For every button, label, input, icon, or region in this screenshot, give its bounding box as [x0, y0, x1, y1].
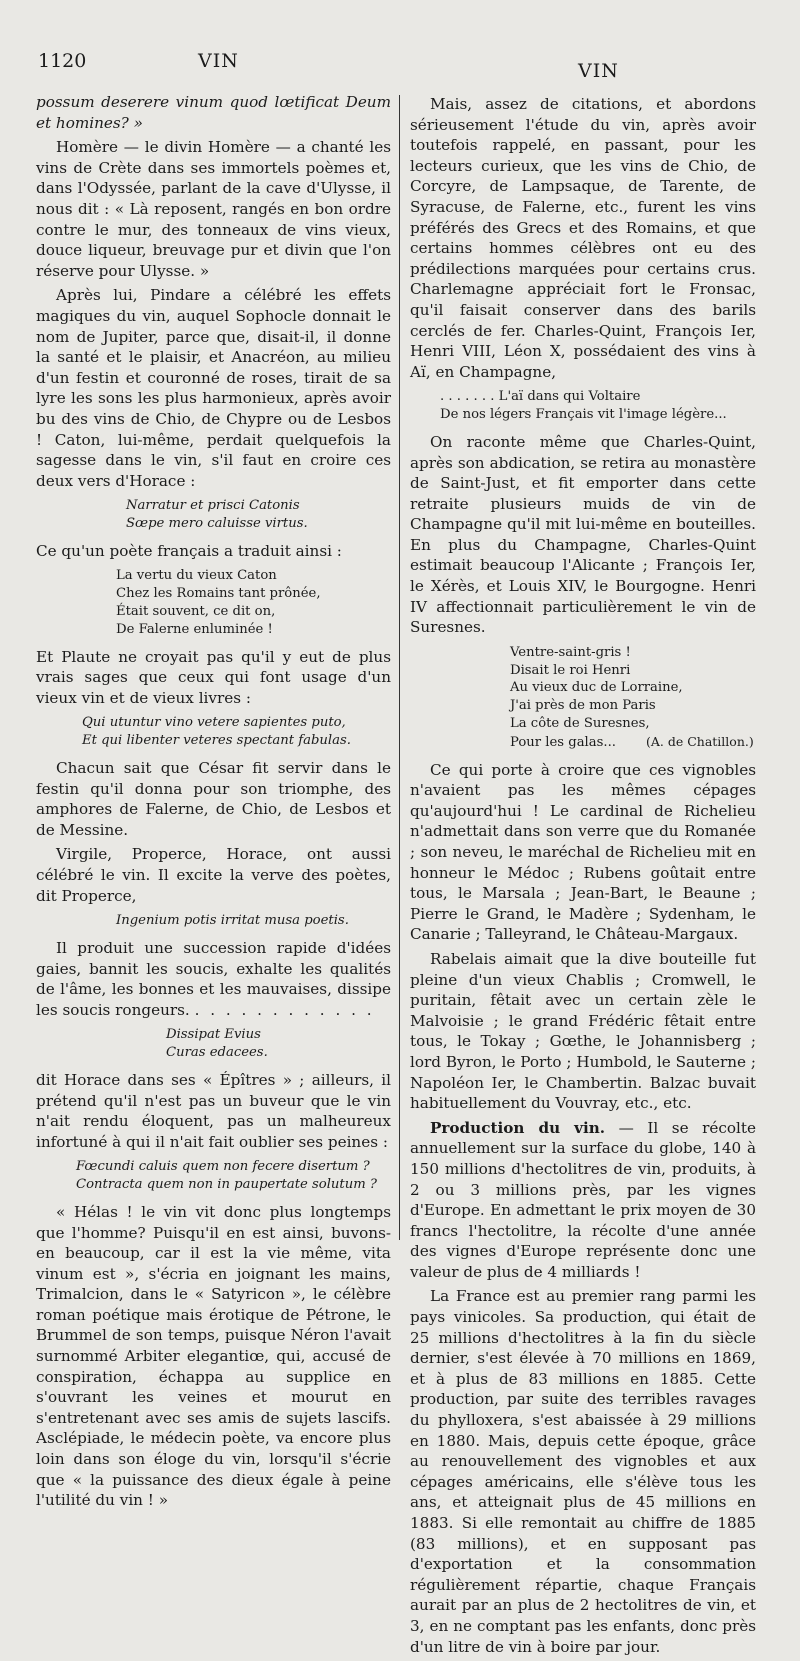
paragraph-text: — Il se récolte annuellement sur la surface du globe, 140 à 150 millions d'hectolitres de vin, produits, à 2 ou 3 millions près, par les vignes d'Europe. En admettant le prix moyen de 30 francs l'hectolitre, la récolte d'une année des vignes d'Europe représente donc une valeur de plus de 4 milliards !: [410, 1118, 757, 1281]
verse-line: De Falerne enluminée !: [116, 621, 273, 637]
paragraph: Et Plaute ne croyait pas qu'il y eut de plus vrais sages que ceux qui font usage d'un vieux vin et de vieux livres :: [36, 647, 391, 707]
verse-line: . . . . . . . L'aï dans qui Voltaire: [440, 389, 641, 405]
quote-line: Sœpe mero caluisse virtus.: [126, 516, 308, 532]
latin-quote: [82, 714, 391, 750]
latin-quote: [126, 497, 391, 533]
quote-line: Curas edacees.: [166, 1045, 268, 1061]
quote-line: Et qui libenter veteres spectant fabulas.: [82, 733, 351, 749]
latin-quote: [76, 1158, 391, 1194]
verse-line: La côte de Suresnes,: [510, 716, 650, 732]
verse-line: J'ai près de mon Paris: [510, 698, 656, 714]
quote-line: Fœcundi caluis quem non fecere disertum ?: [76, 1159, 370, 1175]
paragraph: « Hélas ! le vin vit donc plus longtemps que l'homme? Puisqu'il en est ainsi, buvons-en beaucoup, car il est la vie même, vita vinum est », s'écria en joignant les mains, Trimalcion, dans le « Satyricon », le célèbre roman poétique mais érotique de Pétrone, le Brummel de son temps, puisque Néron l'avait surnommé Arbiter elegantiœ, qui, accusé de conspiration, échappa au supplice en s'ouvrant les veines et mourut en s'entretenant avec ses amis de sujets lascifs. Asclépiade, le médecin poète, va encore plus loin dans son éloge du vin, lorsqu'il s'écrie que « la puissance des dieux égale à peine l'utilité du vin ! »: [36, 1202, 391, 1510]
french-verse: [440, 388, 756, 424]
latin-quote: [116, 912, 391, 930]
quote-line: Qui utuntur vino vetere sapientes puto,: [82, 715, 346, 731]
verse-line: Disait le roi Henri: [510, 662, 631, 678]
running-head-right: VIN: [578, 60, 619, 82]
verse-line-text: Pour les galas...: [510, 734, 616, 750]
verse-line: De nos légers Français vit l'image légère...: [440, 407, 727, 423]
paragraph: La France est au premier rang parmi les pays vinicoles. Sa production, qui était de 25 millions d'hectolitres à la fin du siècle dernier, s'est élevée à 70 millions en 1869, et à plus de 83 millions en 1885. Cette production, par suite des terribles ravages du phylloxera, s'est abaissée à 29 millions en 1880. Mais, depuis cette époque, grâce au renouvellement des vignobles et aux cépages américains, elle s'élève tous les ans, et atteignait plus de 45 millions en 1883. Si elle remontait au chiffre de 1885 (83 millions), et en supposant pas d'exportation et la consommation régulièrement répartie, chaque Français aurait par an plus de 2 hectolitres de vin, et 3, en ne comptant pas les enfants, donc près d'un litre de vin à boire par jour.: [410, 1287, 756, 1656]
quote-line: Dissipat Evius: [166, 1027, 261, 1043]
paragraph: Virgile, Properce, Horace, ont aussi célébré le vin. Il excite la verve des poètes, dit Properce,: [36, 845, 391, 905]
french-verse: [116, 567, 391, 638]
author-signature: (A. de Chatillon.): [645, 733, 754, 749]
verse-line: Ventre-saint-gris !: [510, 644, 631, 660]
paragraph: [410, 1118, 756, 1283]
verse-line: [510, 733, 756, 752]
paragraph: [36, 938, 391, 1020]
paragraph: dit Horace dans ses « Épîtres » ; ailleurs, il prétend qu'il n'est pas un buveur que le vin n'ait rendu éloquent, pas un malheureux infortuné à qui il n'ait fait oublier ses peines :: [36, 1070, 391, 1151]
quote-line: Ingenium potis irritat musa poetis.: [116, 913, 349, 929]
verse-line: Chez les Romains tant prônée,: [116, 586, 321, 602]
paragraph-text: Il produit une succession rapide d'idées gaies, bannit les soucis, exhalte les qualités de l'âme, les bonnes et les mauvaises, dissipe les soucis rongeurs.: [36, 938, 391, 1019]
verse-line: Au vieux duc de Lorraine,: [510, 680, 683, 696]
verse-line: Était souvent, ce dit on,: [116, 604, 276, 620]
quote-line: Contracta quem non in paupertate solutum ?: [76, 1177, 377, 1193]
paragraph: Ce qu'un poète français a traduit ainsi :: [36, 541, 342, 560]
latin-quote: [166, 1026, 391, 1062]
verse-line: La vertu du vieux Caton: [116, 568, 277, 584]
paragraph: Rabelais aimait que la dive bouteille fut pleine d'un vieux Chablis ; Cromwell, le puritain, fêtait avec un certain zèle le Malvoisie ; le grand Frédéric fêtait entre tous, le Tokay ; Gœthe, le Johannisberg ; lord Byron, le Porto ; Humbold, le Sauterne ; Napoléon Ier, le Chambertin. Balzac buvait habituellement du Vouvray, etc., etc.: [410, 949, 756, 1113]
paragraph: Mais, assez de citations, et abordons sérieusement l'étude du vin, après avoir toutefois rappelé, en passant, pour les lecteurs curieux, que les vins de Chio, de Corcyre, de Lampsaque, de Tarente, de Syracuse, de Falerne, etc., furent les vins préférés des Grecs et des Romains, et que certains hommes célèbres ont eu des prédilections marquées pour certains crus. Charlemagne appréciait fort le Fronsac, qu'il faisait conserver dans des barils cerclés de fer. Charles-Quint, François Ier, Henri VIII, Léon X, possédaient des vins à Aï, en Champagne,: [410, 95, 756, 381]
column-divider: [399, 95, 400, 1240]
ellipsis-dots: . . . . . . . . . . . .: [194, 1000, 375, 1019]
french-verse: [510, 644, 756, 752]
running-head-left: VIN: [198, 50, 239, 72]
paragraph: Après lui, Pindare a célébré les effets magiques du vin, auquel Sophocle donnait le nom de Jupiter, parce que, disait-il, il donne la santé et le plaisir, et Anacréon, au milieu d'un festin et couronné de roses, tirait de sa lyre les sons les plus harmonieux, après avoir bu des vins de Chio, de Chypre ou de Lesbos ! Caton, lui-même, perdait quelquefois la sagesse dans le vin, s'il faut en croire ces deux vers d'Horace :: [36, 286, 391, 490]
quote-line: Narratur et prisci Catonis: [126, 498, 300, 514]
section-heading: Production du vin.: [430, 1118, 606, 1137]
page-number: 1120: [38, 50, 87, 72]
paragraph: Chacun sait que César fit servir dans le festin qu'il donna pour son triomphe, des amphores de Falerne, de Chio, de Lesbos et de Messine.: [36, 759, 391, 839]
paragraph: possum deserere vinum quod lœtificat Deum et homines? »: [36, 93, 391, 132]
paragraph: Homère — le divin Homère — a chanté les vins de Crète dans ses immortels poèmes et, dans l'Odyssée, parlant de la cave d'Ulysse, il nous dit : « Là reposent, rangés en bon ordre contre le mur, des tonneaux de vins vieux, douce liqueur, breuvage pur et divin que l'on réserve pour Ulysse. »: [36, 138, 391, 280]
paragraph: On raconte même que Charles-Quint, après son abdication, se retira au monastère de Saint-Just, et fit emporter dans cette retraite plusieurs muids de vin de Champagne qu'il mit lui-même en bouteilles. En plus du Champagne, Charles-Quint estimait beaucoup l'Alicante ; François Ier, le Xérès, et Louis XIV, le Bourgogne. Henri IV affectionnait particulièrement le vin de Suresnes.: [410, 432, 756, 637]
paragraph: Ce qui porte à croire que ces vignobles n'avaient pas les mêmes cépages qu'aujourd'hui ! Le cardinal de Richelieu n'admettait dans son verre que du Romanée ; son neveu, le maréchal de Richelieu mit en honneur le Médoc ; Rubens goûtait entre tous, le Marsala ; Jean-Bart, le Beaune ; Pierre le Grand, le Madère ; Sydenham, le Canarie ; Talleyrand, le Château-Margaux.: [410, 760, 756, 944]
left-column: [36, 92, 391, 1515]
right-column: [410, 94, 756, 1661]
